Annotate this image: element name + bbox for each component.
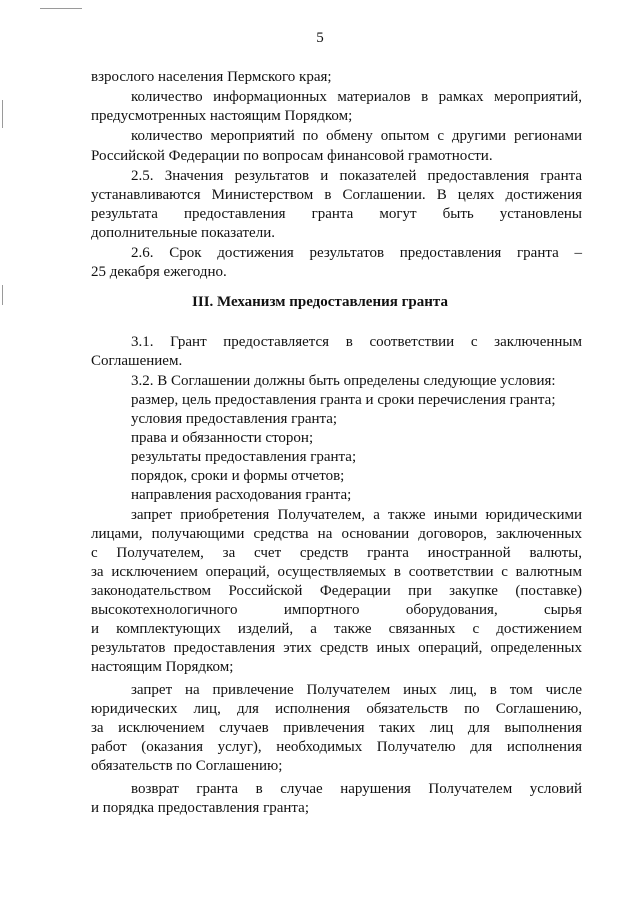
paragraph-line: лицами, получающими средства на основании договоров, заключенных <box>91 526 582 542</box>
paragraph-line: результата предоставления гранта могут быть установлены <box>91 206 582 222</box>
paragraph-line: количество информационных материалов в рамках мероприятий, <box>131 89 582 105</box>
paragraph-line: Российской Федерации по вопросам финансовой грамотности. <box>91 148 493 164</box>
paragraph-line: юридических лиц, для исполнения обязательств по Соглашению, <box>91 701 582 717</box>
paragraph-line: результатов предоставления этих средств иных операций, определенных <box>91 640 582 656</box>
list-item: направления расходования гранта; <box>131 487 352 503</box>
paragraph-line: 2.6. Срок достижения результатов предоставления гранта – <box>131 245 582 261</box>
paragraph-line: запрет на привлечение Получателем иных лиц, в том числе <box>131 682 582 698</box>
list-item: порядок, сроки и формы отчетов; <box>131 468 345 484</box>
paragraph-line: за исключением случаев привлечения таких лиц для выполнения <box>91 720 582 736</box>
section-heading: III. Механизм предоставления гранта <box>192 294 448 310</box>
paragraph-line: устанавливаются Министерством в Соглашении. В целях достижения <box>91 187 582 203</box>
paragraph-line: обязательств по Соглашению; <box>91 758 283 774</box>
scan-mark-top <box>40 8 82 9</box>
paragraph-line: запрет приобретения Получателем, а также иными юридическими <box>131 507 582 523</box>
paragraph-line: 25 декабря ежегодно. <box>91 264 227 280</box>
paragraph-line: за исключением операций, осуществляемых в соответствии с валютным <box>91 564 582 580</box>
paragraph-line: 3.1. Грант предоставляется в соответствии с заключенным <box>131 334 582 350</box>
paragraph-line: и комплектующих изделий, а также связанных с достижением <box>91 621 582 637</box>
paragraph-line: Соглашением. <box>91 353 183 369</box>
paragraph-line: 3.2. В Соглашении должны быть определены следующие условия: <box>131 373 556 389</box>
paragraph-line: дополнительные показатели. <box>91 225 275 241</box>
scan-mark-left-1 <box>2 100 3 128</box>
paragraph-line: 2.5. Значения результатов и показателей предоставления гранта <box>131 168 582 184</box>
paragraph-line: возврат гранта в случае нарушения Получателем условий <box>131 781 582 797</box>
page-number: 5 <box>316 30 324 46</box>
paragraph-line: предусмотренных настоящим Порядком; <box>91 108 353 124</box>
paragraph-line: законодательством Российской Федерации при закупке (поставке) <box>91 583 582 599</box>
paragraph-line: количество мероприятий по обмену опытом с другими регионами <box>131 128 582 144</box>
paragraph-line: настоящим Порядком; <box>91 659 234 675</box>
list-item: результаты предоставления гранта; <box>131 449 357 465</box>
paragraph-line: и порядка предоставления гранта; <box>91 800 309 816</box>
paragraph-line: работ (оказания услуг), необходимых Получателю для исполнения <box>91 739 582 755</box>
paragraph-line: высокотехнологичного импортного оборудования, сырья <box>91 602 582 618</box>
list-item: условия предоставления гранта; <box>131 411 338 427</box>
list-item: права и обязанности сторон; <box>131 430 314 446</box>
paragraph-line: взрослого населения Пермского края; <box>91 69 332 85</box>
list-item: размер, цель предоставления гранта и сроки перечисления гранта; <box>131 392 556 408</box>
paragraph-line: с Получателем, за счет средств гранта иностранной валюты, <box>91 545 582 561</box>
